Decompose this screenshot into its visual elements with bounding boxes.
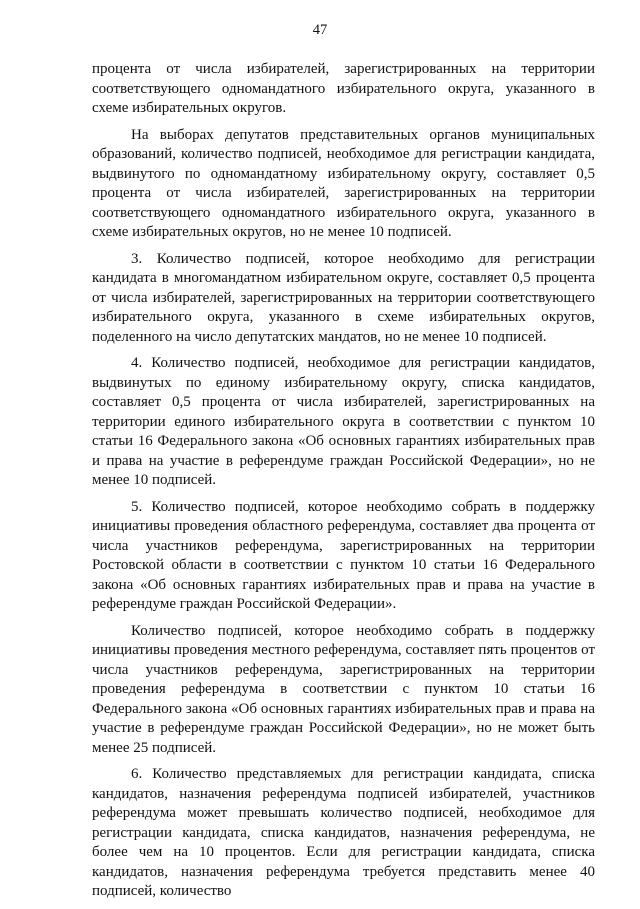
paragraph-item-6: 6. Количество представляемых для регистрации кандидата, списка кандидатов, назначения референдума подписей избирателей, участников референдума может превышать количество подписей, необходимое для регистрации кандидата, списка кандидатов, назначения референдума, не более чем на 10 процентов. Если для регистрации кандидата, списка кандидатов, назначения референдума требуется представить менее 40 подписей, количество — [92, 766, 595, 899]
paragraph-item-5: 5. Количество подписей, которое необходимо собрать в поддержку инициативы проведения областного референдума, составляет два процента от числа участников референдума, зарегистрированных на территории Ростовской области в соответствии с пунктом 10 статьи 16 Федерального закона «Об основных гарантиях избирательных прав и права на участие в референдуме граждан Российской Федерации». — [92, 498, 595, 612]
paragraph-item-3: 3. Количество подписей, которое необходимо для регистрации кандидата в многомандатном избирательном округе, составляет 0,5 процента от числа избирателей, зарегистрированных на территории соответствующего избирательного округа, указанного в схеме избирательных округов, поделенного на число депутатских мандатов, но не менее 10 подписей. — [92, 250, 595, 345]
paragraph-municipal-elections: На выборах депутатов представительных органов муниципальных образований, количество подписей, необходимое для регистрации кандидата, выдвинутого по одномандатному избирательному округу, составляет 0,5 процента от числа избирателей, зарегистрированных на территории соответствующего одномандатного избирательного округа, указанного в схеме избирательных округов, но не менее 10 подписей. — [92, 126, 595, 240]
paragraph-continuation: процента от числа избирателей, зарегистрированных на территории соответствующего одномандатного избирательного округа, указанного в схеме избирательных округов. — [92, 61, 595, 116]
paragraph-local-referendum: Количество подписей, которое необходимо собрать в поддержку инициативы проведения местного референдума, составляет пять процентов от числа участников референдума, зарегистрированных на территории проведения референдума в соответствии с пунктом 10 статьи 16 Федерального закона «Об основных гарантиях избирательных прав и права на участие в референдуме граждан Российской Федерации», но не может быть менее 25 подписей. — [92, 622, 595, 756]
document-body — [92, 60, 595, 909]
page-number: 47 — [312, 22, 328, 38]
paragraph-item-4: 4. Количество подписей, необходимое для регистрации кандидатов, выдвинутых по единому избирательному округу, списка кандидатов, составляет 0,5 процента от числа избирателей, зарегистрированных на территории единого избирательного округа в соответствии с пунктом 10 статьи 16 Федерального закона «Об основных гарантиях избирательных прав и права на участие в референдуме граждан Российской Федерации», но не менее 10 подписей. — [92, 355, 595, 488]
